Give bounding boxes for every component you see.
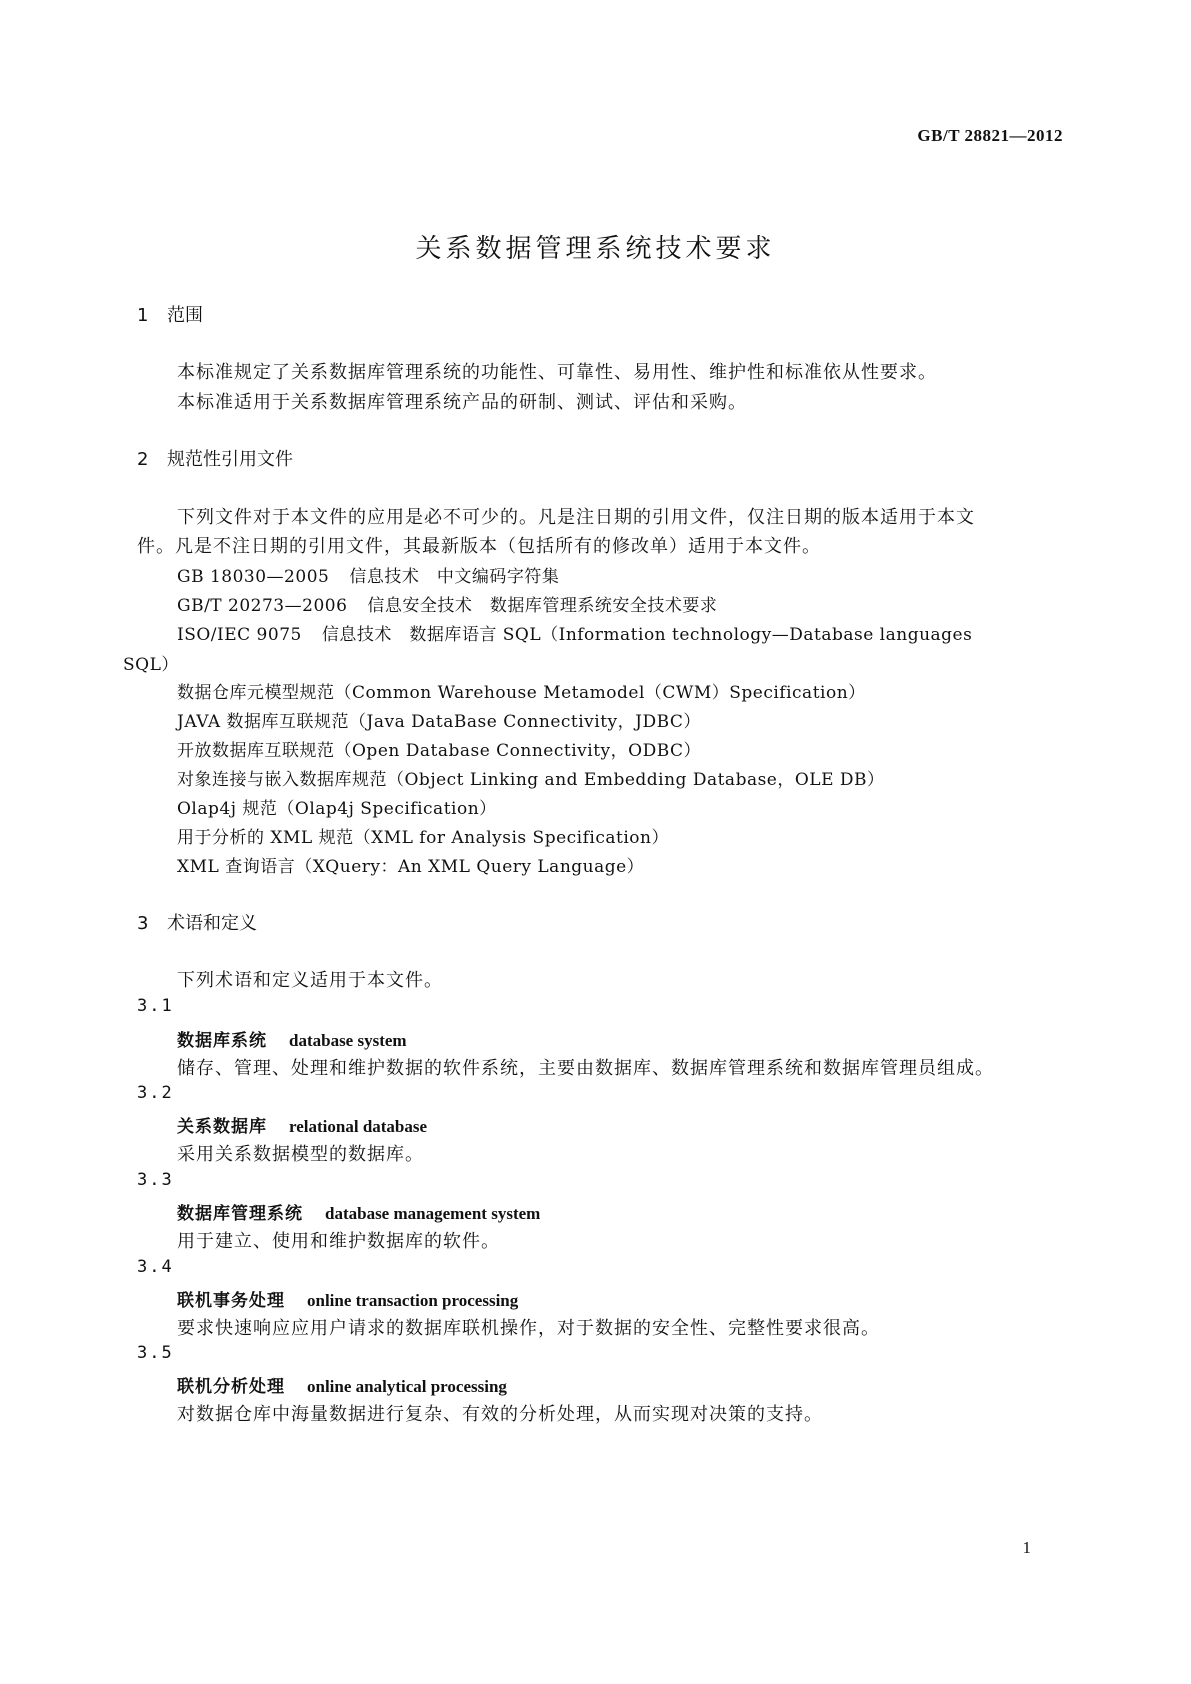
- paragraph: 本标准规定了关系数据库管理系统的功能性、可靠性、易用性、维护性和标准依从性要求。: [177, 362, 937, 383]
- reference-title: 信息安全技术 数据库管理系统安全技术要求: [367, 596, 718, 616]
- standard-number: GB/T 28821—2012: [917, 126, 1063, 145]
- term-zh: 数据库管理系统: [177, 1204, 303, 1224]
- page-number: 1: [1022, 1538, 1031, 1557]
- term-en: relational database: [289, 1117, 428, 1136]
- term-en: online transaction processing: [307, 1291, 519, 1310]
- term-heading: [177, 1112, 427, 1137]
- section-title: 术语和定义: [167, 913, 257, 934]
- normative-reference: JAVA 数据库互联规范（Java DataBase Connectivity，JDBC）: [177, 712, 701, 732]
- term-number: 3.3: [137, 1170, 174, 1190]
- normative-reference: 用于分析的 XML 规范（XML for Analysis Specification）: [177, 828, 669, 848]
- normative-reference: Olap4j 规范（Olap4j Specification）: [177, 799, 497, 819]
- section-3-heading: [137, 909, 257, 935]
- reference-title: 信息技术 数据库语言 SQL（Information technology—Database languages: [321, 625, 973, 645]
- section-title: 范围: [167, 305, 203, 326]
- term-zh: 数据库系统: [177, 1031, 267, 1051]
- term-number: 3.5: [137, 1343, 174, 1363]
- reference-title: 信息技术 中文编码字符集: [349, 567, 560, 587]
- paragraph: 下列术语和定义适用于本文件。: [177, 970, 443, 991]
- term-definition: 用于建立、使用和维护数据库的软件。: [177, 1231, 500, 1252]
- term-number: 3.1: [137, 996, 174, 1016]
- reference-code: GB/T 20273—2006: [177, 596, 348, 616]
- term-heading: [177, 1372, 507, 1397]
- paragraph: 本标准适用于关系数据库管理系统产品的研制、测试、评估和采购。: [177, 392, 747, 413]
- term-definition: 采用关系数据模型的数据库。: [177, 1144, 424, 1165]
- term-en: online analytical processing: [307, 1377, 507, 1396]
- normative-reference: XML 查询语言（XQuery：An XML Query Language）: [177, 857, 645, 877]
- term-heading: [177, 1026, 407, 1051]
- term-number: 3.2: [137, 1083, 174, 1103]
- term-zh: 联机事务处理: [177, 1291, 285, 1311]
- term-definition: 储存、管理、处理和维护数据的软件系统，主要由数据库、数据库管理系统和数据库管理员组成。: [177, 1058, 994, 1079]
- term-heading: [177, 1199, 540, 1224]
- normative-reference: 对象连接与嵌入数据库规范（Object Linking and Embedding Database，OLE DB）: [177, 770, 885, 790]
- paragraph-continuation: 件。凡是不注日期的引用文件，其最新版本（包括所有的修改单）适用于本文件。: [137, 536, 821, 557]
- term-en: database system: [289, 1031, 407, 1050]
- term-en: database management system: [325, 1204, 541, 1223]
- section-number: 1: [137, 305, 149, 326]
- section-number: 3: [137, 913, 149, 934]
- normative-reference: [177, 562, 559, 587]
- term-number: 3.4: [137, 1257, 174, 1277]
- term-zh: 联机分析处理: [177, 1377, 285, 1397]
- document-title: 关系数据管理系统技术要求: [415, 234, 776, 264]
- normative-reference: [177, 620, 972, 645]
- term-heading: [177, 1286, 518, 1311]
- section-number: 2: [137, 449, 149, 470]
- section-2-heading: [137, 445, 293, 471]
- normative-reference: [177, 591, 717, 616]
- reference-code: GB 18030—2005: [177, 567, 330, 587]
- term-zh: 关系数据库: [177, 1117, 267, 1137]
- section-title: 规范性引用文件: [167, 449, 293, 470]
- term-definition: 要求快速响应应用户请求的数据库联机操作，对于数据的安全性、完整性要求很高。: [177, 1318, 880, 1339]
- section-1-heading: [137, 301, 203, 327]
- reference-continuation: SQL）: [123, 655, 179, 675]
- term-definition: 对数据仓库中海量数据进行复杂、有效的分析处理，从而实现对决策的支持。: [177, 1404, 823, 1425]
- paragraph: 下列文件对于本文件的应用是必不可少的。凡是注日期的引用文件，仅注日期的版本适用于本文: [177, 507, 975, 528]
- normative-reference: 数据仓库元模型规范（Common Warehouse Metamodel（CWM）Specification）: [177, 683, 866, 703]
- reference-code: ISO/IEC 9075: [177, 625, 302, 645]
- normative-reference: 开放数据库互联规范（Open Database Connectivity，ODBC）: [177, 741, 702, 761]
